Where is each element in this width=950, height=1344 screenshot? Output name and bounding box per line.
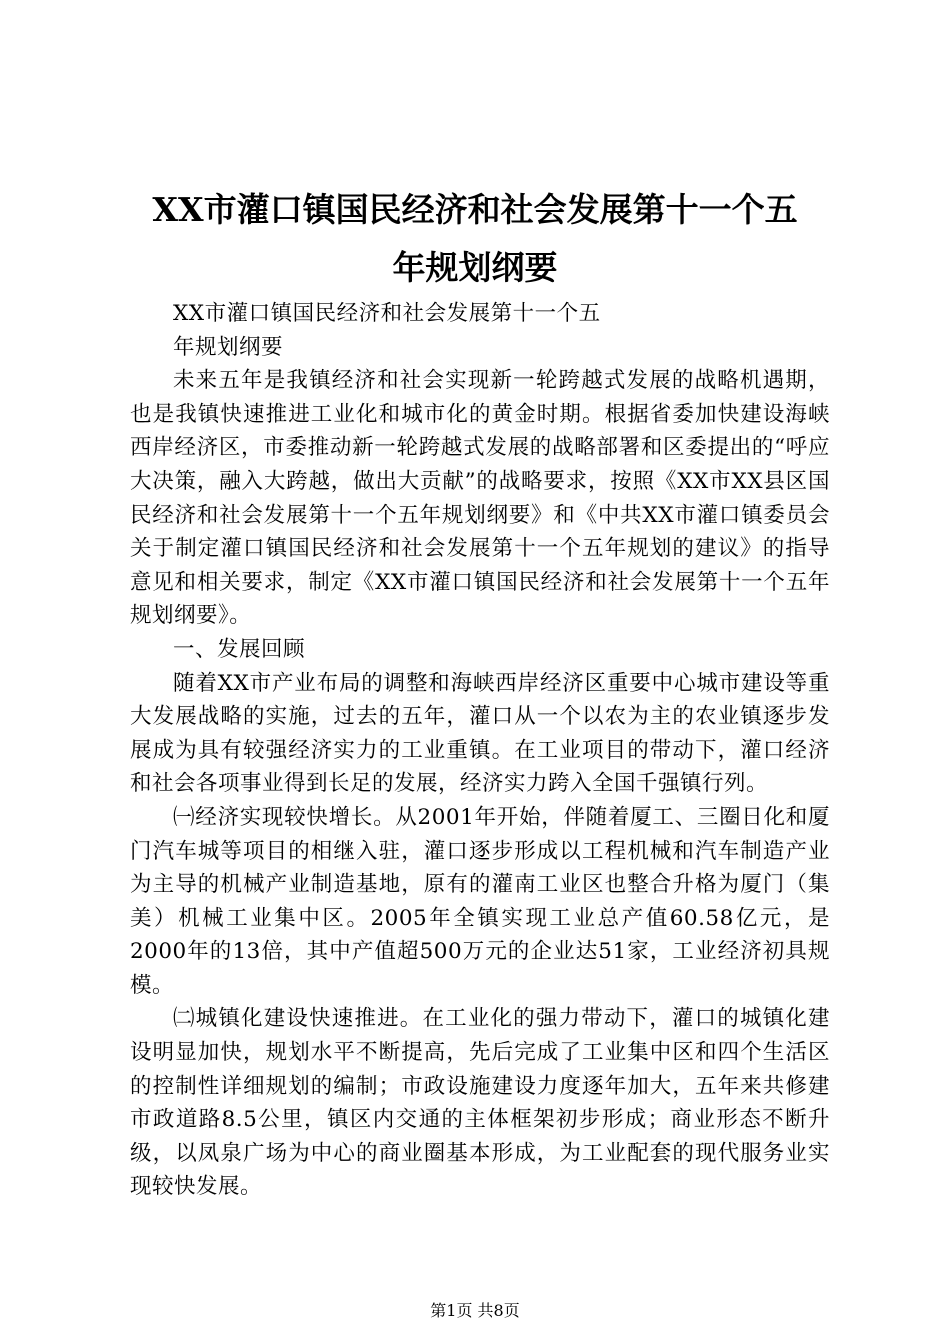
subtitle-line-2: 年规划纲要 [173,334,284,360]
subtitle-line-1: XX市灌口镇国民经济和社会发展第十一个五 [173,301,601,326]
paragraph-intro: 未来五年是我镇经济和社会实现新一轮跨越式发展的战略机遇期，也是我镇快速推进工业化和城市化的黄金时期。根据省委加快建设海峡西岸经济区，市委推动新一轮跨越式发展的战略部署和区委提出的“呼应大决策，融入大跨越，做出大贡献”的战略要求，按照《XX市XX县区国民经济和社会发展第十一个五年规划纲要》和《中共XX市灌口镇委员会关于制定灌口镇国民经济和社会发展第十一个五年规划的建议》的指导意见和相关要求，制定《XX市灌口镇国民经济和社会发展第十一个五年规划纲要》。 [130,368,830,629]
paragraph-review: 随着XX市产业布局的调整和海峡西岸经济区重要中心城市建设等重大发展战略的实施，过去的五年，灌口从一个以农为主的农业镇逐步发展成为具有较强经济实力的工业重镇。在工业项目的带动下，灌口经济和社会各项事业得到长足的发展，经济实力跨入全国千强镇行列。 [130,670,830,797]
section-heading: 一、发展回顾 [173,636,306,662]
page-total: 共8页 [477,1301,520,1320]
paragraph-urbanization: ㈡城镇化建设快速推进。在工业化的强力带动下，灌口的城镇化建设明显加快，规划水平不断提高，先后完成了工业集中区和四个生活区的控制性详细规划的编制；市政设施建设力度逐年加大，五年来共修建市政道路8.5公里，镇区内交通的主体框架初步形成；商业形态不断升级，以凤泉广场为中心的商业圈基本形成，为工业配套的现代服务业实现较快发展。 [130,1006,830,1200]
paragraph-economy: ㈠经济实现较快增长。从2001年开始，伴随着厦工、三圈日化和厦门汽车城等项目的相继入驻，灌口逐步形成以工程机械和汽车制造产业为主导的机械产业制造基地，原有的灌南工业区也整合升格为厦门（集美）机械工业集中区。2005年全镇实现工业总产值60.58亿元，是2000年的13倍，其中产值超500万元的企业达51家，工业经济初具规模。 [130,804,830,998]
document-body [130,297,830,1204]
document-title-line-2: 年规划纲要 [392,248,558,287]
document-title-line-1: XX市灌口镇国民经济和社会发展第十一个五 [152,190,798,229]
page-number: 第1页 [430,1301,473,1320]
page-footer [0,1301,950,1321]
